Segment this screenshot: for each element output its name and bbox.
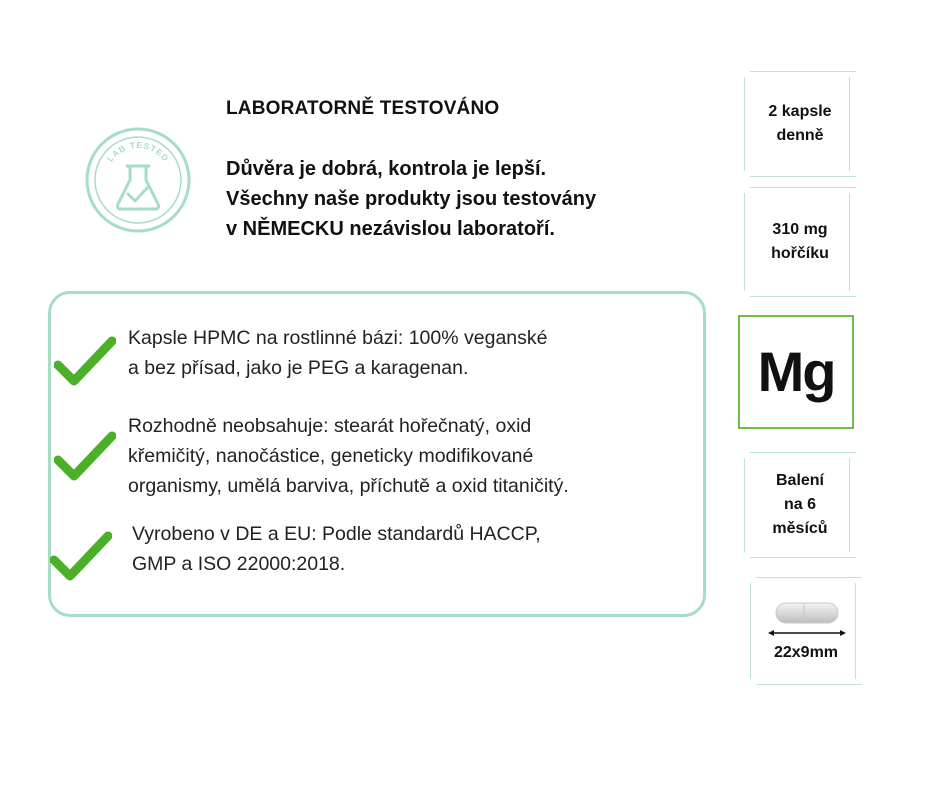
magnesium-symbol-card <box>738 315 854 429</box>
feature-line: křemičitý, nanočástice, geneticky modifikované <box>128 445 534 467</box>
dose-line: 2 kapsle <box>768 103 832 120</box>
dose-line: denně <box>776 127 824 144</box>
package-line: na 6 <box>783 496 816 513</box>
package-line: Balení <box>775 472 824 489</box>
capsule-size-label: 22x9mm <box>773 644 839 661</box>
lab-description <box>226 154 706 244</box>
lab-line: v NĚMECKU nezávislou laboratoří. <box>226 218 555 240</box>
feature-line: Rozhodně neobsahuje: stearát hořečnatý, oxid <box>128 415 532 437</box>
package-card <box>748 455 852 555</box>
feature-line: GMP a ISO 22000:2018. <box>132 553 346 575</box>
feature-line: a bez přísad, jako je PEG a karagenan. <box>128 357 469 379</box>
dose-card <box>748 74 852 174</box>
lab-tested-badge-icon <box>84 126 192 234</box>
magnesium-amount-card <box>748 190 852 294</box>
lab-badge-text: LAB TESTED <box>104 139 172 164</box>
check-icon <box>54 335 116 387</box>
check-icon <box>50 530 112 582</box>
lab-line: Důvěra je dobrá, kontrola je lepší. <box>226 158 547 180</box>
check-icon <box>54 430 116 482</box>
capsule-icon <box>766 601 846 639</box>
lab-line: Všechny naše produkty jsou testovány <box>226 188 597 210</box>
lab-title: LABORATORNĚ TESTOVÁNO <box>226 98 500 119</box>
feature-line: organismy, umělá barviva, příchutě a oxid titaničitý. <box>128 475 569 497</box>
magnesium-symbol: Mg <box>757 340 835 403</box>
magnesium-line: hořčíku <box>771 245 829 262</box>
feature-line: Vyrobeno v DE a EU: Podle standardů HACCP, <box>132 523 541 545</box>
magnesium-line: 310 mg <box>772 221 828 238</box>
feature-line: Kapsle HPMC na rostlinné bázi: 100% veganské <box>128 327 548 349</box>
capsule-size-card <box>754 580 858 682</box>
package-line: měsíců <box>772 520 828 537</box>
